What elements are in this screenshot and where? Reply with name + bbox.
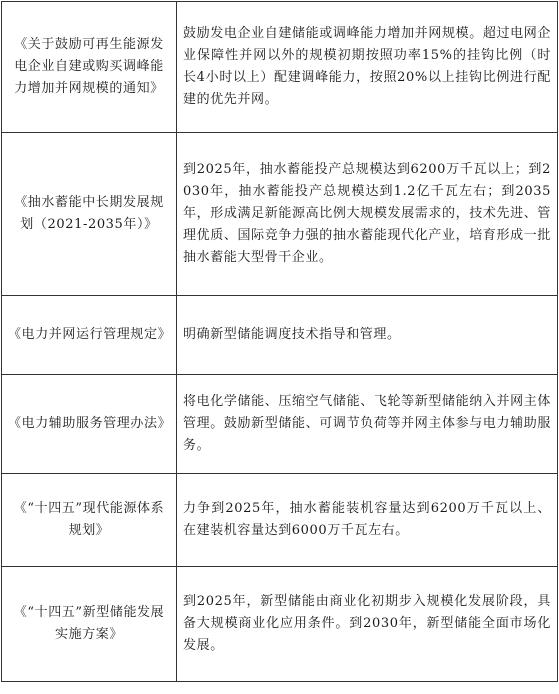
policy-content-cell: 到2025年，新型储能由商业化初期步入规模化发展阶段，具备大规模商业化应用条件。到2030年，新型储能全面市场化发展。 <box>177 567 558 682</box>
policy-content-cell: 明确新型储能调度技术指导和管理。 <box>177 296 558 375</box>
table-row <box>2 375 558 474</box>
policy-content-cell: 到2025年，抽水蓄能投产总规模达到6200万千瓦以上；到2030年，抽水蓄能投产总规模达到1.2亿千瓦左右；到2035年，形成满足新能源高比例大规模发展需求的，技术先进、管理优质、国际竞争力强的抽水蓄能现代化产业，培育形成一批抽水蓄能大型骨干企业。 <box>177 133 558 296</box>
table-row <box>2 133 558 296</box>
policy-name-cell: 《“十四五”新型储能发展实施方案》 <box>2 567 177 682</box>
policy-name-cell: 《抽水蓄能中长期发展规划（2021-2035年）》 <box>2 133 177 296</box>
policy-content-cell: 鼓励发电企业自建储能或调峰能力增加并网规模。超过电网企业保障性并网以外的规模初期按照功率15%的挂钩比例（时长4小时以上）配建调峰能力，按照20%以上挂钩比例进行配建的优先并网。 <box>177 2 558 133</box>
policy-name-cell: 《关于鼓励可再生能源发电企业自建或购买调峰能力增加并网规模的通知》 <box>2 2 177 133</box>
table-row <box>2 2 558 133</box>
table-row <box>2 567 558 682</box>
table-row <box>2 296 558 375</box>
policy-content-cell: 力争到2025年，抽水蓄能装机容量达到6200万千瓦以上、在建装机容量达到6000万千瓦左右。 <box>177 474 558 567</box>
policy-name-cell: 《电力并网运行管理规定》 <box>2 296 177 375</box>
policy-content-cell: 将电化学储能、压缩空气储能、飞轮等新型储能纳入并网主体管理。鼓励新型储能、可调节负荷等并网主体参与电力辅助服务。 <box>177 375 558 474</box>
table-row <box>2 474 558 567</box>
policy-name-cell: 《电力辅助服务管理办法》 <box>2 375 177 474</box>
policy-name-cell: 《“十四五”现代能源体系规划》 <box>2 474 177 567</box>
policy-table <box>1 1 558 682</box>
